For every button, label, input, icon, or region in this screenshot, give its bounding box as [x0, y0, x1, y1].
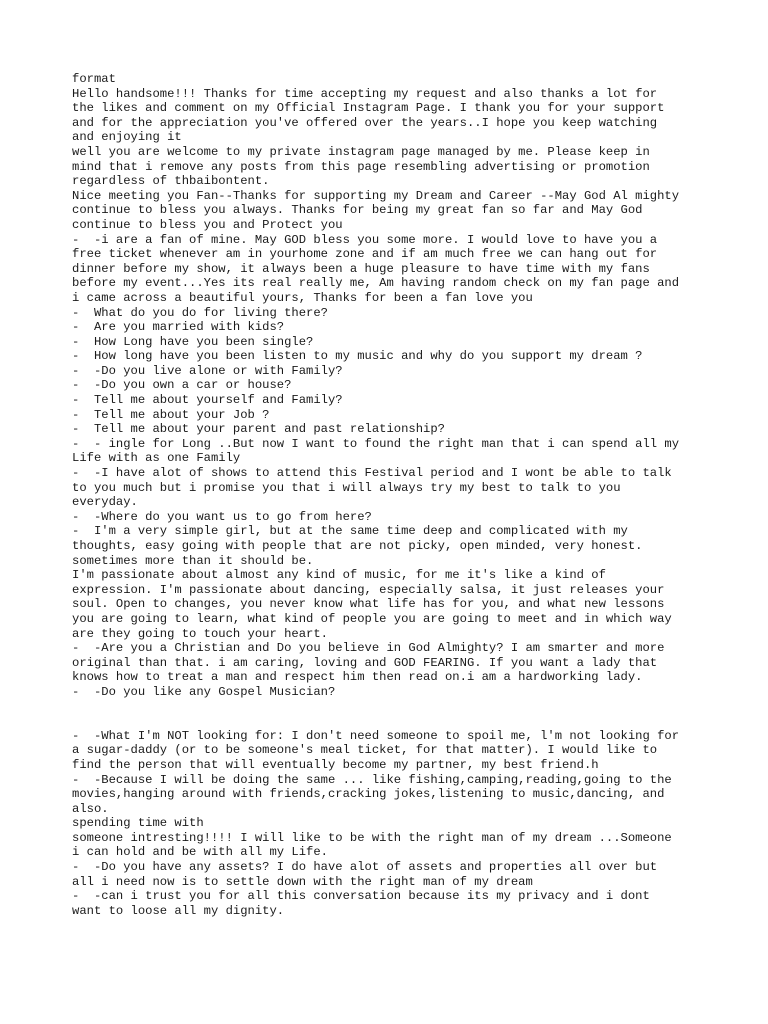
- text-line: free ticket whenever am in yourhome zone and if am much free we can hang out for: [72, 247, 658, 262]
- text-line: spending time with: [72, 816, 204, 831]
- text-line: - -Are you a Christian and Do you believe in God Almighty? I am smarter and more: [72, 641, 665, 656]
- text-line: - -Do you like any Gospel Musician?: [72, 684, 336, 699]
- text-line: Hello handsome!!! Thanks for time accepting my request and also thanks a lot for: [72, 86, 658, 101]
- text-line: - -Because I will be doing the same ... like fishing,camping,reading,going to the: [72, 772, 672, 787]
- text-line: well you are welcome to my private instagram page managed by me. Please keep in: [72, 144, 650, 159]
- text-line: i came across a beautiful yours, Thanks for been a fan love you: [72, 290, 533, 305]
- text-line: knows how to treat a man and respect him then read on.i am a hardworking lady.: [72, 670, 643, 685]
- text-line: I'm passionate about almost any kind of music, for me it's like a kind of: [72, 568, 606, 583]
- text-line: - -I have alot of shows to attend this Festival period and I wont be able to talk: [72, 466, 672, 481]
- text-line: - - ingle for Long ..But now I want to found the right man that i can spend all my: [72, 436, 680, 451]
- text-line: - Tell me about your Job ?: [72, 407, 270, 422]
- text-line: expression. I'm passionate about dancing, especially salsa, it just releases your: [72, 582, 665, 597]
- text-line: - -Do you own a car or house?: [72, 378, 292, 393]
- text-line: everyday.: [72, 495, 138, 510]
- text-line: original than that. i am caring, loving and GOD FEARING. If you want a lady that: [72, 655, 658, 670]
- text-line: and enjoying it: [72, 130, 182, 145]
- text-line: all i need now is to settle down with the right man of my dream: [72, 874, 533, 889]
- text-line: continue to bless you always. Thanks for being my great fan so far and May God: [72, 203, 643, 218]
- text-line: soul. Open to changes, you never know what life has for you, and what new lessons: [72, 597, 665, 612]
- text-line: want to loose all my dignity.: [72, 903, 285, 918]
- text-line: - Are you married with kids?: [72, 320, 285, 335]
- text-line: - How long have you been listen to my music and why do you support my dream ?: [72, 349, 643, 364]
- text-line: - -Do you have any assets? I do have alot of assets and properties all over but: [72, 860, 658, 875]
- text-line: find the person that will eventually become my partner, my best friend.h: [72, 757, 599, 772]
- text-line: - What do you do for living there?: [72, 305, 328, 320]
- text-line: regardless of thbaibontent.: [72, 174, 270, 189]
- text-line: to you much but i promise you that i will always try my best to talk to you: [72, 480, 621, 495]
- text-line: are they going to touch your heart.: [72, 626, 328, 641]
- text-line: Life with as one Family: [72, 451, 241, 466]
- text-line: also.: [72, 801, 109, 816]
- text-line: - -What I'm NOT looking for: I don't need someone to spoil me, l'm not looking for: [72, 728, 680, 743]
- text-line: - Tell me about yourself and Family?: [72, 393, 343, 408]
- text-line: - -can i trust you for all this conversation because its my privacy and i dont: [72, 889, 650, 904]
- text-line: sometimes more than it should be.: [72, 553, 314, 568]
- text-line: and for the appreciation you've offered over the years..I hope you keep watching: [72, 115, 658, 130]
- text-line: you are going to learn, what kind of people you are going to meet and in which way: [72, 611, 672, 626]
- text-line: dinner before my show, it always been a huge pleasure to have time with my fans: [72, 261, 650, 276]
- text-line: the likes and comment on my Official Instagram Page. I thank you for your support: [72, 101, 665, 116]
- text-line: - -Do you live alone or with Family?: [72, 363, 343, 378]
- text-line: continue to bless you and Protect you: [72, 217, 343, 232]
- blank-line: [72, 714, 712, 729]
- text-line: thoughts, easy going with people that are not picky, open minded, very honest.: [72, 539, 643, 553]
- text-line: before my event...Yes its real really me, Am having random check on my fan page and: [72, 276, 680, 291]
- text-line: format: [72, 72, 116, 86]
- blank-line: [72, 700, 712, 715]
- text-line: - -Where do you want us to go from here?: [72, 509, 372, 524]
- text-line: Nice meeting you Fan--Thanks for supporting my Dream and Career --May God Al mighty: [72, 188, 680, 203]
- text-line: movies,hanging around with friends,cracking jokes,listening to music,dancing, and: [72, 787, 665, 802]
- text-line: mind that i remove any posts from this page resembling advertising or promotion: [72, 159, 650, 174]
- text-line: i can hold and be with all my Life.: [72, 845, 328, 860]
- document-body: [72, 72, 712, 918]
- text-line: - How Long have you been single?: [72, 334, 314, 349]
- text-line: - I'm a very simple girl, but at the same time deep and complicated with my: [72, 524, 628, 539]
- text-line: a sugar-daddy (or to be someone's meal ticket, for that matter). I would like to: [72, 743, 658, 758]
- text-line: - -i are a fan of mine. May GOD bless you some more. I would love to have you a: [72, 232, 658, 247]
- text-line: - Tell me about your parent and past relationship?: [72, 422, 445, 437]
- text-line: someone intresting!!!! I will like to be with the right man of my dream ...Someone: [72, 830, 672, 845]
